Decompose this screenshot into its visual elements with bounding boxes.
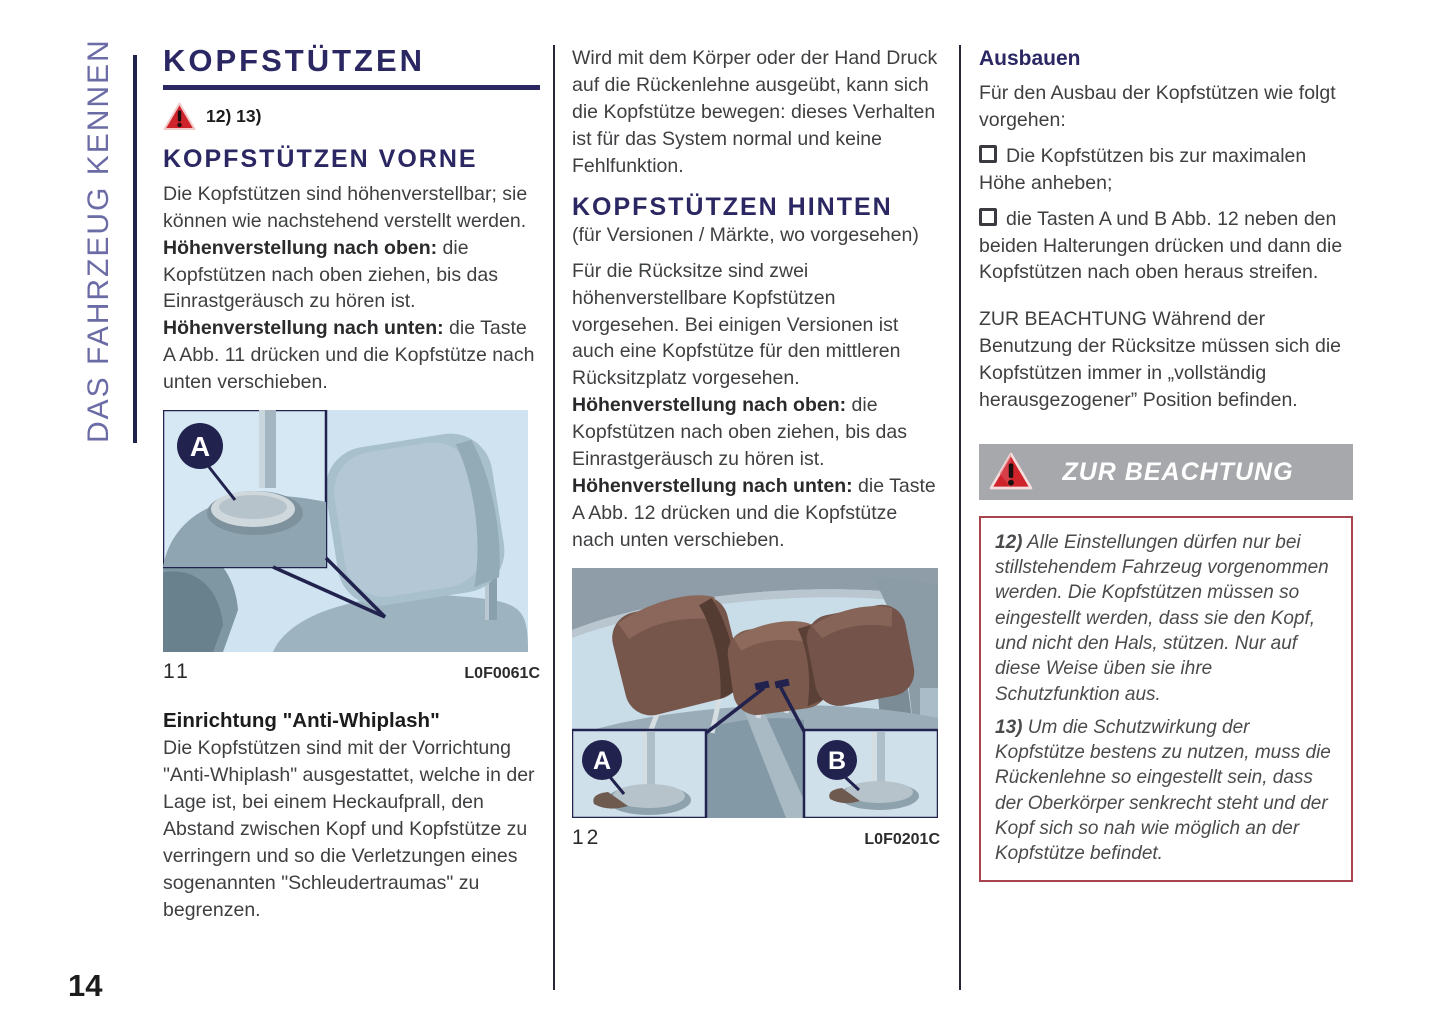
runin-text: die Kopfstützen nach oben ziehen, bis das Einrastgeräusch zu hören ist. — [572, 394, 907, 471]
figure-11-code: L0F0061C — [464, 665, 540, 683]
square-bullet-icon — [979, 208, 997, 226]
runin-text: die Kopfstützen nach oben ziehen, bis das Einrastgeräusch zu hören ist. — [163, 236, 498, 313]
figure-11-caption-row — [163, 658, 540, 687]
note-13-number: 13) — [995, 716, 1023, 738]
banner-title: ZUR BEACHTUNG — [1062, 457, 1294, 486]
note-12 — [995, 530, 1337, 707]
figure-11-label-a: A — [189, 431, 211, 463]
removal-heading: Ausbauen — [979, 47, 1081, 70]
section-subtitle: (für Versionen / Märkte, wo vorgesehen) — [572, 223, 919, 246]
runin-label: Höhenverstellung nach unten: — [572, 474, 853, 497]
runin-label: Höhenverstellung nach oben: — [163, 236, 438, 259]
note-12-text: Alle Einstellungen dürfen nur bei stillstehendem Fahrzeug vorgenommen werden. Die Kopfstützen müssen so eingestellt werden, dass sie den Kopf, und nicht den Hals, stützen. Nur auf diese Weise üben sie ihre Schutzfunktion aus. — [995, 531, 1329, 705]
column-1 — [163, 45, 540, 924]
important-notes-box — [979, 516, 1353, 882]
runin-label: Höhenverstellung nach oben: — [572, 394, 847, 417]
paragraph — [163, 235, 540, 316]
paragraph: Die Kopfstützen sind mit der Vorrichtung "Anti-Whiplash" ausgestattet, welche in der Lage ist, bei einem Heckaufprall, den Abstand zwischen Kopf und Kopfstütze zu verringern und so die Verletzungen eines sogenannten "Schleudertraumas" zu begrenzen. — [163, 737, 535, 921]
paragraph — [163, 315, 540, 396]
figure-12-number: 12 — [572, 825, 602, 849]
note-13-text: Um die Schutzwirkung der Kopfstütze bestens zu nutzen, muss die Rückenlehne so eingestellt sein, dass der Oberkörper senkrecht steht und der Kopf sich so nah wie möglich an der Kopfstütze befindet. — [995, 716, 1331, 865]
runin-text: die Taste A Abb. 11 drücken und die Kopfstütze nach unten verschieben. — [163, 317, 535, 394]
paragraph: Wird mit dem Körper oder der Hand Druck auf die Rückenlehne ausgeübt, kann sich die Kopfstütze bewegen: dieses Verhalten ist für das System normal und keine Fehlfunktion. — [572, 47, 938, 177]
figure-12-caption-row — [572, 824, 940, 853]
figure-12-illustration — [572, 568, 938, 818]
note-12-number: 12) — [995, 531, 1023, 553]
note-13 — [995, 715, 1337, 867]
figure-11-number: 11 — [163, 660, 191, 684]
warning-note-refs: 12) 13) — [206, 106, 262, 127]
paragraph: Die Kopfstützen sind höhenverstellbar; sie können wie nachstehend verstellt werden. — [163, 182, 528, 232]
section-heading-front: KOPFSTÜTZEN VORNE — [163, 144, 478, 173]
list-item-text: die Tasten A und B Abb. 12 neben den beiden Halterungen drücken und dann die Kopfstützen nach oben heraus streifen. — [979, 207, 1343, 284]
paragraph — [572, 392, 940, 473]
list-item-text: Die Kopfstützen bis zur maximalen Höhe anheben; — [979, 144, 1307, 194]
figure-12-label-a: A — [592, 746, 612, 775]
paragraph — [572, 473, 940, 554]
figure-12-label-b: B — [827, 746, 847, 775]
runin-label: Höhenverstellung nach unten: — [163, 317, 444, 340]
warning-triangle-icon — [989, 452, 1033, 492]
zur-beachtung-banner — [979, 444, 1353, 500]
column-2 — [572, 45, 940, 853]
column-divider — [959, 45, 961, 990]
anti-whiplash-heading: Einrichtung "Anti-Whiplash" — [163, 709, 440, 733]
title-underline — [163, 85, 540, 90]
attention-paragraph: ZUR BEACHTUNG Während der Benutzung der Rücksitze müssen sich die Kopfstützen immer in „vollständig herausgezogener” Position befinden. — [979, 308, 1342, 412]
figure-11-headrest-front — [163, 410, 528, 652]
figure-12-code: L0F0201C — [864, 830, 940, 848]
paragraph: Für den Ausbau der Kopfstützen wie folgt vorgehen: — [979, 81, 1336, 131]
section-heading-rear: KOPFSTÜTZEN HINTEN — [572, 192, 893, 221]
runin-text: die Taste A Abb. 12 drücken und die Kopfstütze nach unten verschieben. — [572, 474, 936, 551]
column-3 — [979, 45, 1353, 882]
column-divider — [553, 45, 555, 990]
list-item — [979, 143, 1353, 197]
chapter-rubric: DAS FAHRZEUG KENNEN — [82, 38, 115, 443]
list-item — [979, 206, 1353, 287]
warning-reference-row — [163, 102, 540, 132]
rubric-divider — [133, 55, 137, 443]
figure-11-illustration — [163, 410, 528, 652]
square-bullet-icon — [979, 145, 997, 163]
page-title: KOPFSTÜTZEN — [163, 43, 426, 78]
page-number: 14 — [68, 968, 103, 1003]
paragraph: Für die Rücksitze sind zwei höhenverstellbare Kopfstützen vorgesehen. Bei einigen Versionen ist auch eine Kopfstütze für den mittleren Rücksitzplatz vorgesehen. — [572, 259, 901, 390]
figure-12-headrest-rear — [572, 568, 938, 818]
warning-triangle-icon — [163, 102, 196, 132]
